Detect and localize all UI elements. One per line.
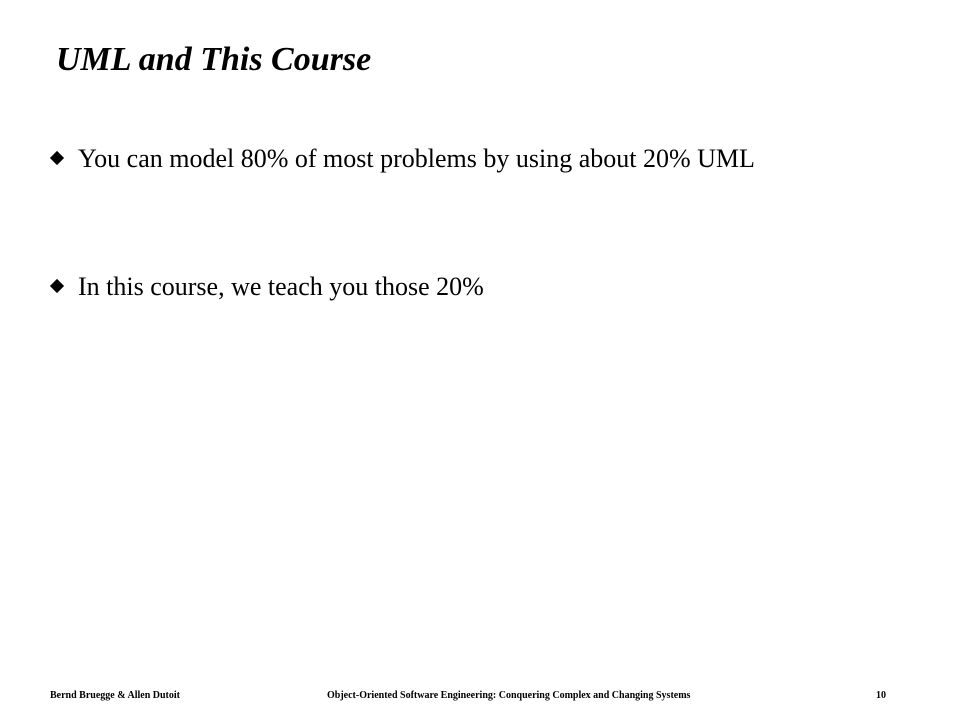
bullet-item-model-80-percent [48, 142, 868, 212]
footer-book-title: Object-Oriented Software Engineering: Conquering Complex and Changing Systems [327, 690, 691, 701]
bullet-list [48, 142, 868, 304]
bullet-text-course-teaches-20-percent: In this course, we teach you those 20% [78, 272, 484, 301]
footer-page-number: 10 [876, 690, 886, 701]
bullet-item-course-teaches-20-percent [48, 270, 868, 304]
slide-title: UML and This Course [56, 41, 372, 78]
footer-authors: Bernd Bruegge & Allen Dutoit [50, 690, 180, 701]
diamond-bullet-icon [50, 151, 64, 165]
diamond-bullet-icon [50, 279, 64, 293]
bullet-text-model-80-percent: You can model 80% of most problems by using about 20% UML [78, 144, 755, 173]
